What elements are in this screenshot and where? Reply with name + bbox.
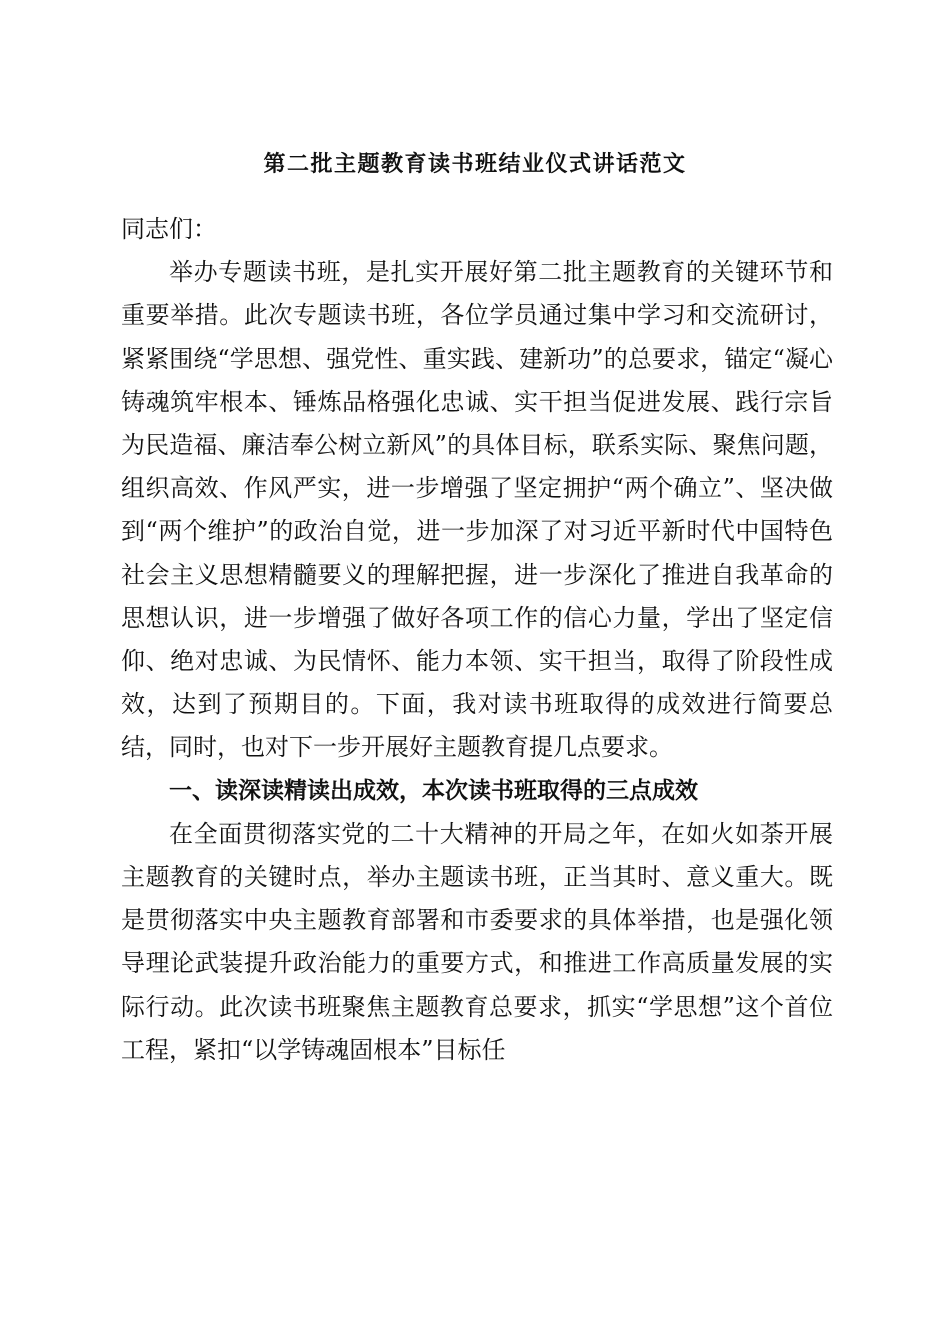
- paragraph-2: 在全面贯彻落实党的二十大精神的开局之年，在如火如荼开展主题教育的关键时点，举办主题读书班，正当其时、意义重大。既是贯彻落实中央主题教育部署和市委要求的具体举措，也是强化领导理论武装提升政治能力的重要方式，和推进工作高质量发展的实际行动。此次读书班聚焦主题教育总要求，抓实“学思想”这个首位工程，紧扣“以学铸魂固根本”目标任: [121, 819, 833, 1064]
- document-body: [121, 208, 833, 1072]
- section-1-heading: 一、读深读精读出成效，本次读书班取得的三点成效: [169, 777, 698, 804]
- paragraph-1: 举办专题读书班，是扎实开展好第二批主题教育的关键环节和重要举措。此次专题读书班，各位学员通过集中学习和交流研讨，紧紧围绕“学思想、强党性、重实践、建新功”的总要求，锚定“凝心铸魂筑牢根本、锤炼品格强化忠诚、实干担当促进发展、践行宗旨为民造福、廉洁奉公树立新风”的具体目标，联系实际、聚焦问题，组织高效、作风严实，进一步增强了坚定拥护“两个确立”、坚决做到“两个维护”的政治自觉，进一步加深了对习近平新时代中国特色社会主义思想精髓要义的理解把握，进一步深化了推进自我革命的思想认识，进一步增强了做好各项工作的信心力量，学出了坚定信仰、绝对忠诚、为民情怀、能力本领、实干担当，取得了阶段性成效，达到了预期目的。下面，我对读书班取得的成效进行简要总结，同时，也对下一步开展好主题教育提几点要求。: [121, 258, 833, 762]
- salutation: 同志们：: [121, 215, 217, 243]
- document-title: 第二批主题教育读书班结业仪式讲话范文: [263, 151, 687, 177]
